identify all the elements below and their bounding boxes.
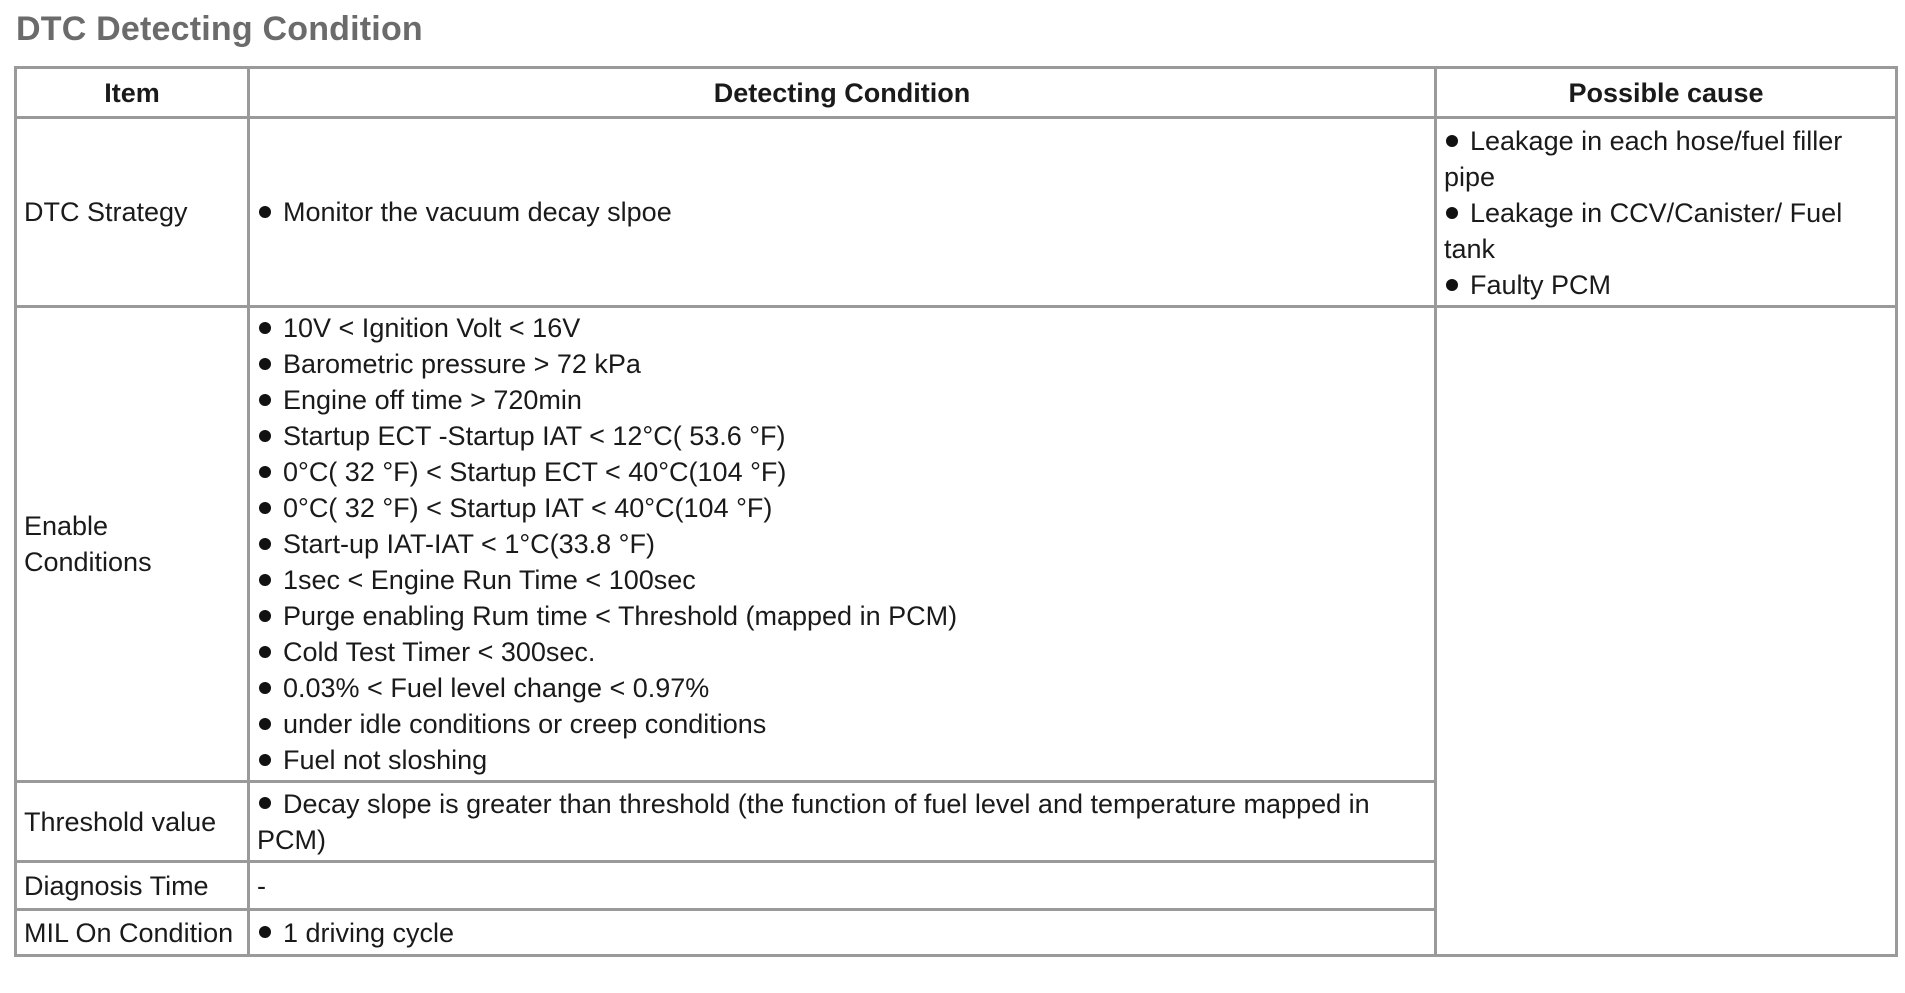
bullet-icon [1446,279,1458,291]
list-item: Barometric pressure > 72 kPa [257,346,1427,382]
bullet-icon [259,718,271,730]
condition-dtc-strategy [249,118,1436,307]
bullet-icon [259,538,271,550]
bullet-icon [259,797,271,809]
bullet-icon [259,502,271,514]
header-row [16,68,1897,118]
bullet-icon [259,646,271,658]
header-possible-cause: Possible cause [1436,68,1897,118]
header-item: Item [16,68,249,118]
list-item: Startup ECT -Startup IAT < 12°C( 53.6 °F) [257,418,1427,454]
strategy-list [257,194,1427,230]
list-item: 0°C( 32 °F) < Startup IAT < 40°C(104 °F) [257,490,1427,526]
bullet-icon [259,206,271,218]
bullet-icon [259,926,271,938]
dtc-detecting-condition-table [14,66,1898,957]
list-item: Monitor the vacuum decay slpoe [257,194,1427,230]
item-threshold-value: Threshold value [16,782,249,862]
item-diagnosis-time: Diagnosis Time [16,862,249,910]
condition-threshold-value [249,782,1436,862]
list-item: 1sec < Engine Run Time < 100sec [257,562,1427,598]
threshold-list [257,786,1427,858]
list-item: Faulty PCM [1444,267,1888,303]
bullet-icon [259,430,271,442]
list-item: 0.03% < Fuel level change < 0.97% [257,670,1427,706]
list-item: Cold Test Timer < 300sec. [257,634,1427,670]
header-detecting-condition: Detecting Condition [249,68,1436,118]
row-enable-conditions [16,307,1897,782]
possible-cause-list [1444,123,1888,303]
list-item: Engine off time > 720min [257,382,1427,418]
bullet-icon [1446,135,1458,147]
bullet-icon [1446,207,1458,219]
item-enable-conditions: Enable Conditions [16,307,249,782]
page-title: DTC Detecting Condition [16,10,423,48]
list-item: Decay slope is greater than threshold (the function of fuel level and temperature mapped in PCM) [257,788,1370,855]
list-item: under idle conditions or creep conditions [257,706,1427,742]
item-mil-on-condition: MIL On Condition [16,910,249,956]
row-dtc-strategy [16,118,1897,307]
enable-conditions-list [257,310,1427,778]
item-dtc-strategy: DTC Strategy [16,118,249,307]
list-item: 1 driving cycle [257,915,1427,951]
list-item: Start-up IAT-IAT < 1°C(33.8 °F) [257,526,1427,562]
list-item: 0°C( 32 °F) < Startup ECT < 40°C(104 °F) [257,454,1427,490]
bullet-icon [259,466,271,478]
bullet-icon [259,754,271,766]
bullet-icon [259,358,271,370]
condition-enable-conditions [249,307,1436,782]
bullet-icon [259,610,271,622]
possible-cause-empty-cell [1436,307,1897,956]
list-item: Fuel not sloshing [257,742,1427,778]
bullet-icon [259,574,271,586]
bullet-icon [259,322,271,334]
condition-mil-on-condition [249,910,1436,956]
bullet-icon [259,394,271,406]
list-item: Purge enabling Rum time < Threshold (mapped in PCM) [257,598,1427,634]
mil-list [257,915,1427,951]
possible-cause-cell [1436,118,1897,307]
condition-diagnosis-time: - [249,862,1436,910]
bullet-icon [259,682,271,694]
list-item: 10V < Ignition Volt < 16V [257,310,1427,346]
list-item: Leakage in each hose/fuel filler pipe [1444,126,1843,192]
list-item: Leakage in CCV/Canister/ Fuel tank [1444,198,1843,264]
